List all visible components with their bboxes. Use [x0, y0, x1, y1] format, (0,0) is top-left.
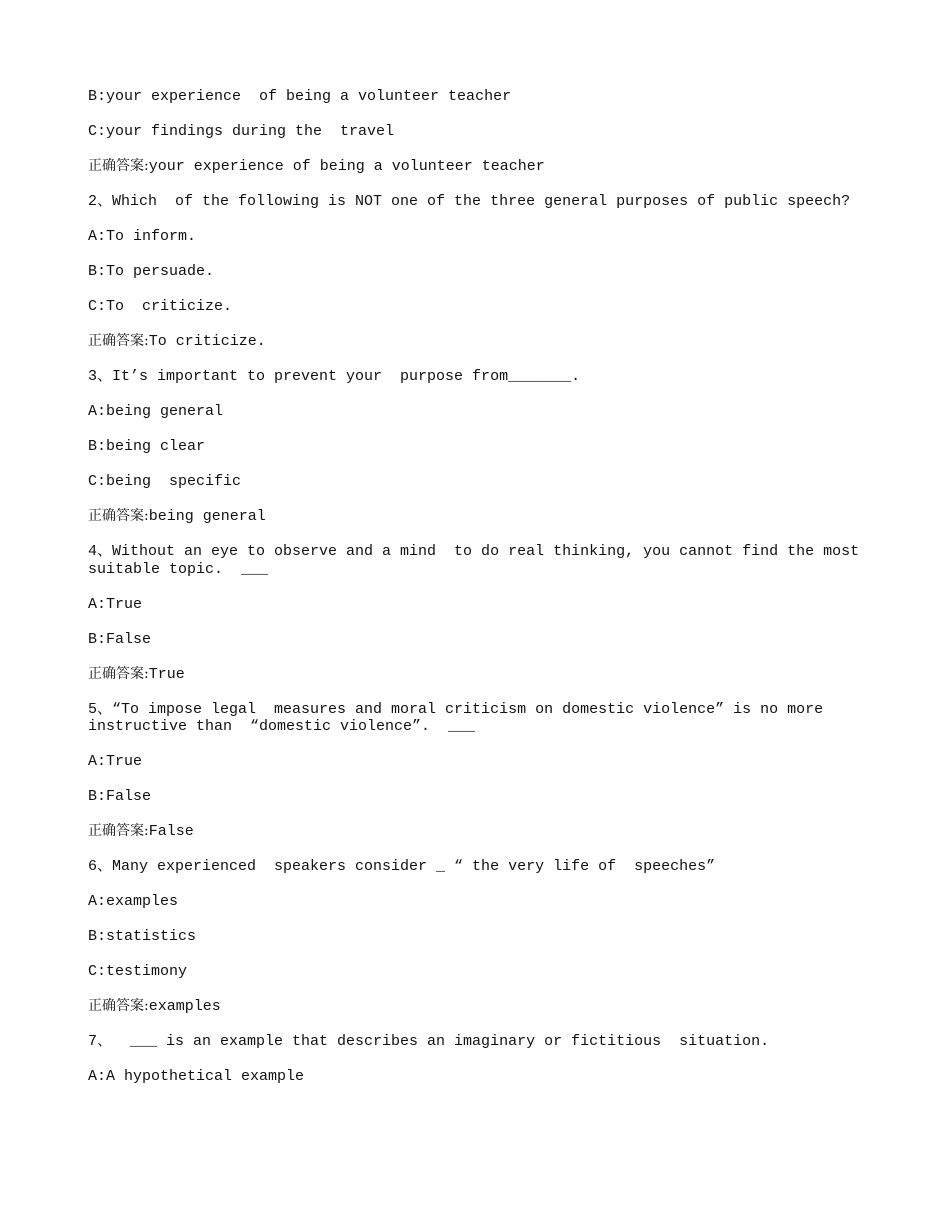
- question-3: [88, 368, 868, 526]
- correct-answer-text: To criticize.: [148, 333, 266, 350]
- option-line: A:A hypothetical example: [88, 1068, 305, 1085]
- question-text: 2、Which of the following is NOT one of the three general purposes of public speech?: [88, 193, 851, 210]
- question-text: 6、Many experienced speakers consider _ “ the very life of speeches”: [88, 858, 716, 875]
- correct-answer-prefix: 正确答案:: [88, 333, 149, 349]
- correct-answer-prefix: 正确答案:: [88, 998, 149, 1014]
- option-line: A:To inform.: [88, 228, 197, 245]
- question-1-continuation: [88, 88, 868, 176]
- option-line: C:your findings during the travel: [88, 123, 395, 140]
- question-6: [88, 858, 868, 1016]
- option-line: C:being specific: [88, 473, 242, 490]
- question-text: 7、 ___ is an example that describes an imaginary or fictitious situation.: [88, 1033, 770, 1050]
- option-line: B:statistics: [88, 928, 197, 945]
- question-4: [88, 543, 868, 683]
- correct-answer-line: [88, 508, 868, 526]
- question-text: 3、It’s important to prevent your purpose from_______.: [88, 368, 581, 385]
- question-text: 5、“To impose legal measures and moral criticism on domestic violence” is no more instructive than “domestic violence”. ___: [88, 700, 833, 735]
- question-2: [88, 193, 868, 351]
- correct-answer-line: [88, 998, 868, 1016]
- correct-answer-line: [88, 666, 868, 684]
- correct-answer-text: True: [148, 665, 185, 683]
- option-line: A:being general: [88, 403, 224, 420]
- option-line: B:being clear: [88, 438, 206, 455]
- option-line: B:your experience of being a volunteer teacher: [88, 88, 512, 105]
- option-line: A:examples: [88, 893, 179, 910]
- option-line: A:True: [88, 753, 143, 770]
- question-7: [88, 1033, 868, 1086]
- correct-answer-prefix: 正确答案:: [88, 823, 149, 839]
- quiz-content: [88, 88, 868, 1103]
- correct-answer-prefix: 正确答案:: [88, 508, 149, 524]
- correct-answer-line: [88, 158, 868, 176]
- option-line: A:True: [88, 595, 143, 613]
- correct-answer-line: [88, 823, 868, 841]
- correct-answer-prefix: 正确答案:: [88, 158, 149, 174]
- correct-answer-text: examples: [148, 998, 221, 1015]
- correct-answer-text: your experience of being a volunteer teacher: [148, 158, 545, 175]
- correct-answer-text: False: [148, 823, 194, 840]
- question-text: 4、Without an eye to observe and a mind to do real thinking, you cannot find the most suitable topic. ___: [88, 543, 869, 578]
- option-line: B:To persuade.: [88, 263, 215, 280]
- correct-answer-line: [88, 333, 868, 351]
- correct-answer-text: being general: [148, 508, 266, 525]
- correct-answer-prefix: 正确答案:: [88, 665, 149, 682]
- option-line: B:False: [88, 788, 152, 805]
- question-5: [88, 701, 868, 841]
- option-line: B:False: [88, 630, 152, 648]
- option-line: C:To criticize.: [88, 298, 233, 315]
- option-line: C:testimony: [88, 963, 188, 980]
